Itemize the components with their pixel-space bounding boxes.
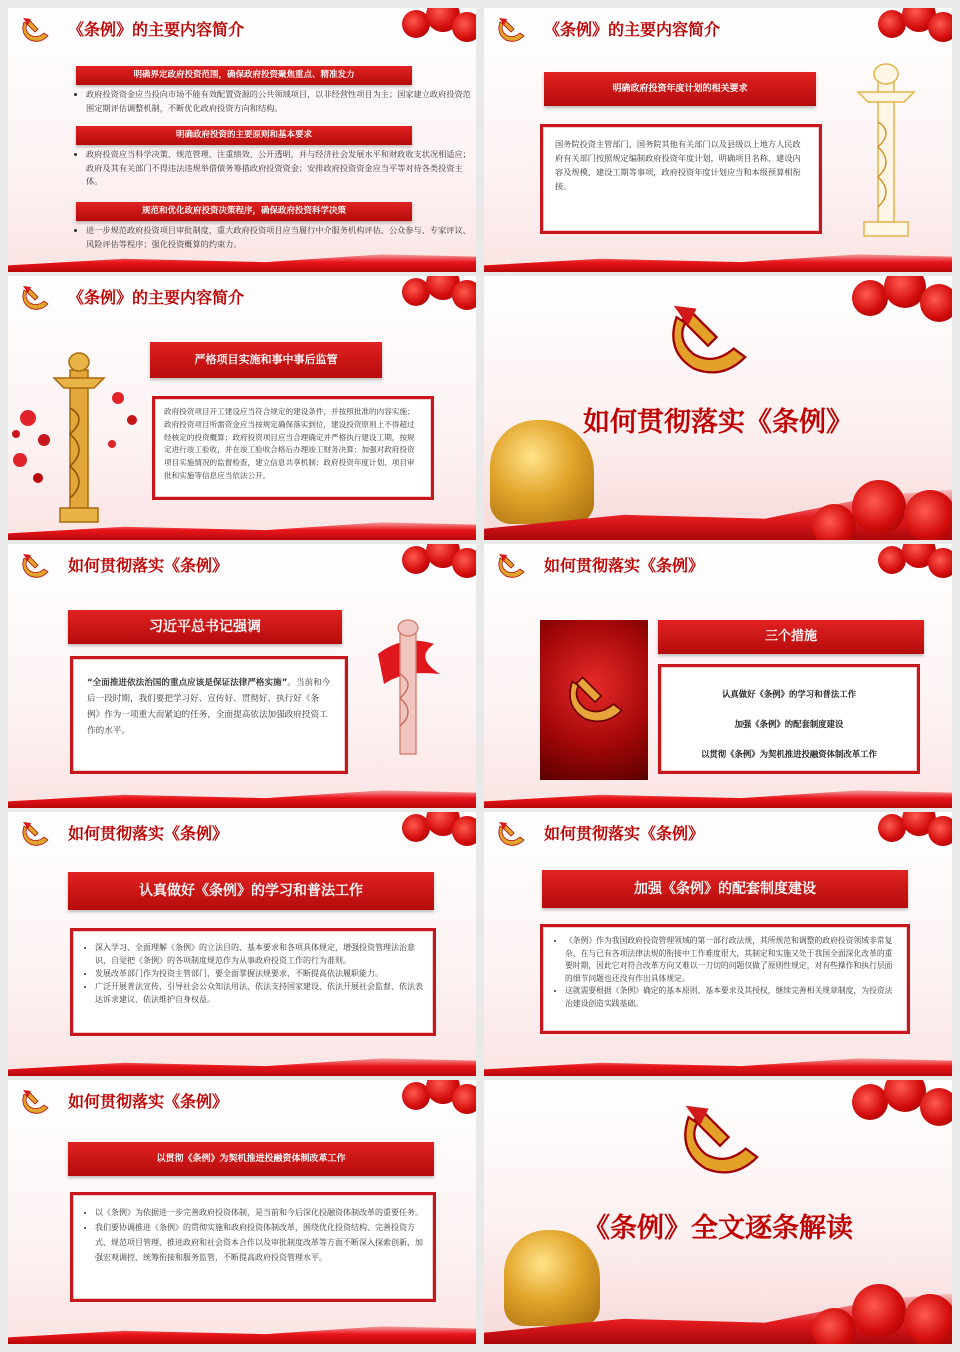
- section-heading: 认真做好《条例》的学习和普法工作: [68, 872, 434, 910]
- list-item: • 政府投资应当科学决策、规范管理、注重绩效、公开透明，并与经济社会发展水平和财政收支状况相适应；政府及其有关部门不得违法违规举借债务筹措政府投资资金；安排政府投资资金应当平等对待各类投资主体。: [86, 148, 472, 189]
- decorative-wave: [8, 1054, 476, 1076]
- list-item: 以贯彻《条例》为契机推进投融资体制改革工作: [701, 749, 877, 759]
- slide-3: [8, 276, 476, 540]
- decorative-wave: [8, 250, 476, 272]
- slide-header: [8, 812, 476, 854]
- content-text: 国务院投资主管部门、国务院其他有关部门以及县级以上地方人民政府有关部门按照规定编制政府投资年度计划，明确项目名称、建设内容及规模、建设工期等事项，政府投资年度计划应当和本级预算相衔接。: [555, 139, 801, 191]
- content-box: [540, 924, 910, 1034]
- section-heading: 习近平总书记强调: [68, 610, 342, 644]
- section-heading: 规范和优化政府投资决策程序，确保政府投资科学决策: [76, 202, 412, 221]
- slide-6: [484, 544, 952, 808]
- party-emblem-icon: [494, 552, 528, 580]
- peony-flowers: [838, 276, 952, 336]
- decorative-wave: [8, 1322, 476, 1344]
- peony-flowers: [812, 1278, 952, 1344]
- slide-5: [8, 544, 476, 808]
- page-title: 《条例》的主要内容简介: [544, 20, 721, 39]
- party-emblem-icon: [658, 300, 758, 380]
- list-item: • 发展改革部门作为投资主管部门，要全面掌握法规要求，不断提高依法履职能力。: [95, 967, 423, 980]
- decorative-wave: [484, 250, 952, 272]
- slide-header: [8, 1080, 476, 1122]
- content-box: [658, 664, 920, 774]
- section-title: 《条例》全文逐条解读: [583, 1213, 853, 1244]
- section-heading: 明确政府投资的主要原则和基本要求: [76, 126, 412, 145]
- section-title: 如何贯彻落实《条例》: [583, 407, 853, 438]
- page-title: 如何贯彻落实《条例》: [544, 556, 705, 575]
- peony-flowers: [838, 1080, 952, 1140]
- section-heading: 严格项目实施和事中事后监管: [150, 342, 382, 378]
- party-emblem-icon: [18, 820, 52, 848]
- content-text: 。当前和今后一段时期，我们要把学习好、宣传好、贯彻好、执行好《条例》作为一项重大而紧迫的任务，全面提高依法加强政府投资工作的水平。: [87, 678, 331, 736]
- peony-flowers: [392, 812, 476, 858]
- decorative-wave: [484, 786, 952, 808]
- page-title: 如何贯彻落实《条例》: [68, 1092, 229, 1111]
- huabiao-pillar: [374, 614, 444, 764]
- list-item: 加强《条例》的配套制度建设: [734, 719, 844, 729]
- slide-1: [8, 8, 476, 272]
- party-emblem-icon: [18, 284, 52, 312]
- peony-flowers: [392, 276, 476, 322]
- stone-lion: [490, 420, 594, 524]
- section-heading: 明确政府投资年度计划的相关要求: [544, 72, 816, 106]
- party-emblem-icon: [670, 1100, 770, 1180]
- section-heading: 以贯彻《条例》为契机推进投融资体制改革工作: [68, 1142, 434, 1176]
- content-box: [70, 1192, 436, 1302]
- slide-4: [484, 276, 952, 540]
- slide-header: [8, 544, 476, 586]
- peony-flowers: [392, 8, 476, 54]
- list-item: • 进一步规范政府投资项目审批制度，重大政府投资项目应当履行中介服务机构评估、公众参与、专家评议、风险评估等程序；强化投资概算的约束力。: [86, 224, 472, 251]
- peony-flowers: [868, 544, 952, 590]
- huabiao-pillar: [8, 348, 148, 524]
- party-emblem-icon: [18, 552, 52, 580]
- content-bullets: [83, 941, 423, 1006]
- slide-8: [484, 812, 952, 1076]
- content-bullets: [83, 1205, 423, 1265]
- content-box: [70, 656, 348, 774]
- section-heading: 明确界定政府投资范围，确保政府投资聚焦重点、精准发力: [76, 66, 412, 85]
- peony-flowers: [812, 474, 952, 540]
- section-heading: 三个措施: [658, 620, 924, 654]
- section-heading: 加强《条例》的配套制度建设: [542, 870, 908, 908]
- content-bullets: [553, 935, 897, 1011]
- party-emblem-icon: [18, 16, 52, 44]
- page-title: 如何贯彻落实《条例》: [544, 824, 705, 843]
- measure-list: [667, 679, 911, 769]
- slide-2: [484, 8, 952, 272]
- section-bullets: [74, 148, 472, 189]
- peony-flowers: [392, 1080, 476, 1126]
- peony-flowers: [868, 8, 952, 54]
- huabiao-pillar: [844, 52, 928, 248]
- party-emblem-icon: [494, 16, 528, 44]
- decorative-wave: [8, 786, 476, 808]
- party-emblem-icon: [560, 668, 630, 728]
- list-item: • 深入学习、全面理解《条例》的立法目的、基本要求和各项具体规定，增强投资管理法治意识，自觉把《条例》的各项制度规范作为从事政府投资工作的行为准则。: [95, 941, 423, 967]
- quote-text: “全面推进依法治国的重点应该是保证法律严格实施”: [87, 678, 288, 688]
- list-item: • 广泛开展普法宣传，引导社会公众知法用法，依法支持国家建设、依法开展社会监督、依法表达诉求建议、依法维护自身权益。: [95, 980, 423, 1006]
- stone-lion: [504, 1230, 600, 1326]
- party-emblem-icon: [494, 820, 528, 848]
- slide-header: [8, 276, 476, 318]
- party-emblem-icon: [18, 1088, 52, 1116]
- content-box: [152, 396, 434, 500]
- emblem-image: [540, 620, 648, 780]
- list-item: • 我们要协调推进《条例》的贯彻实施和政府投资体制改革，围绕优化投资结构、完善投资方式、规范项目管理、推进政府和社会资本合作以及审批制度改革等方面不断深入探索创新，加强宏观调控、统筹衔接和服务监管，不断提高政府投资管理水平。: [95, 1220, 423, 1265]
- slide-10: [484, 1080, 952, 1344]
- peony-flowers: [392, 544, 476, 590]
- slide-header: [484, 544, 952, 586]
- list-item: • 政府投资资金应当投向市场不能有效配置资源的公共领域项目，以非经营性项目为主；国家建立政府投资范围定期评估调整机制，不断优化政府投资方向和结构。: [86, 88, 472, 115]
- page-title: 《条例》的主要内容简介: [68, 288, 245, 307]
- page-title: 如何贯彻落实《条例》: [68, 824, 229, 843]
- content-text: 政府投资项目开工建设应当符合规定的建设条件，并按照批准的内容实施；政府投资项目所需资金应当按规定确保落实到位，建设投资原则上不得超过经核定的投资概算；政府投资项目应当合理确定并严格执行建设工期，按规定进行竣工验收，并在竣工验收合格后办理竣工财务决算；加强对政府投资项目实施情况的监督检查，建立信息共享机制；政府投资年度计划、项目审批和实施等信息应当依法公开。: [164, 407, 415, 480]
- decorative-wave: [484, 1054, 952, 1076]
- slide-header: [484, 8, 952, 50]
- page-title: 如何贯彻落实《条例》: [68, 556, 229, 575]
- peony-flowers: [868, 812, 952, 858]
- slide-7: [8, 812, 476, 1076]
- slide-header: [484, 812, 952, 854]
- content-box: [70, 928, 436, 1036]
- section-bullets: [74, 88, 472, 115]
- content-box: [540, 124, 822, 234]
- list-item: • 以《条例》为依据进一步完善政府投资体制，是当前和今后深化投融资体制改革的重要任务。: [95, 1205, 423, 1220]
- section-bullets: [74, 224, 472, 251]
- list-item: • 这就需要根据《条例》确定的基本原则、基本要求及其授权，继续完善相关规章制度，为投资法治建设创造实践基础。: [565, 985, 897, 1010]
- slide-header: [8, 8, 476, 50]
- list-item: 认真做好《条例》的学习和普法工作: [722, 689, 856, 699]
- slide-9: [8, 1080, 476, 1344]
- page-title: 《条例》的主要内容简介: [68, 20, 245, 39]
- list-item: • 《条例》作为我国政府投资管理领域的第一部行政法规，其所规范和调整的政府投资领域非常复杂，在与已有各项法律法规的衔接中工作难度很大，其制定和实施又处于我国全面深化改革的重要时期，因此它对符合改革方向又难以一刀切的问题仅做了原则性规定，对有些操作和执行层面的细节问题也还没有作出具体规定。: [565, 935, 897, 985]
